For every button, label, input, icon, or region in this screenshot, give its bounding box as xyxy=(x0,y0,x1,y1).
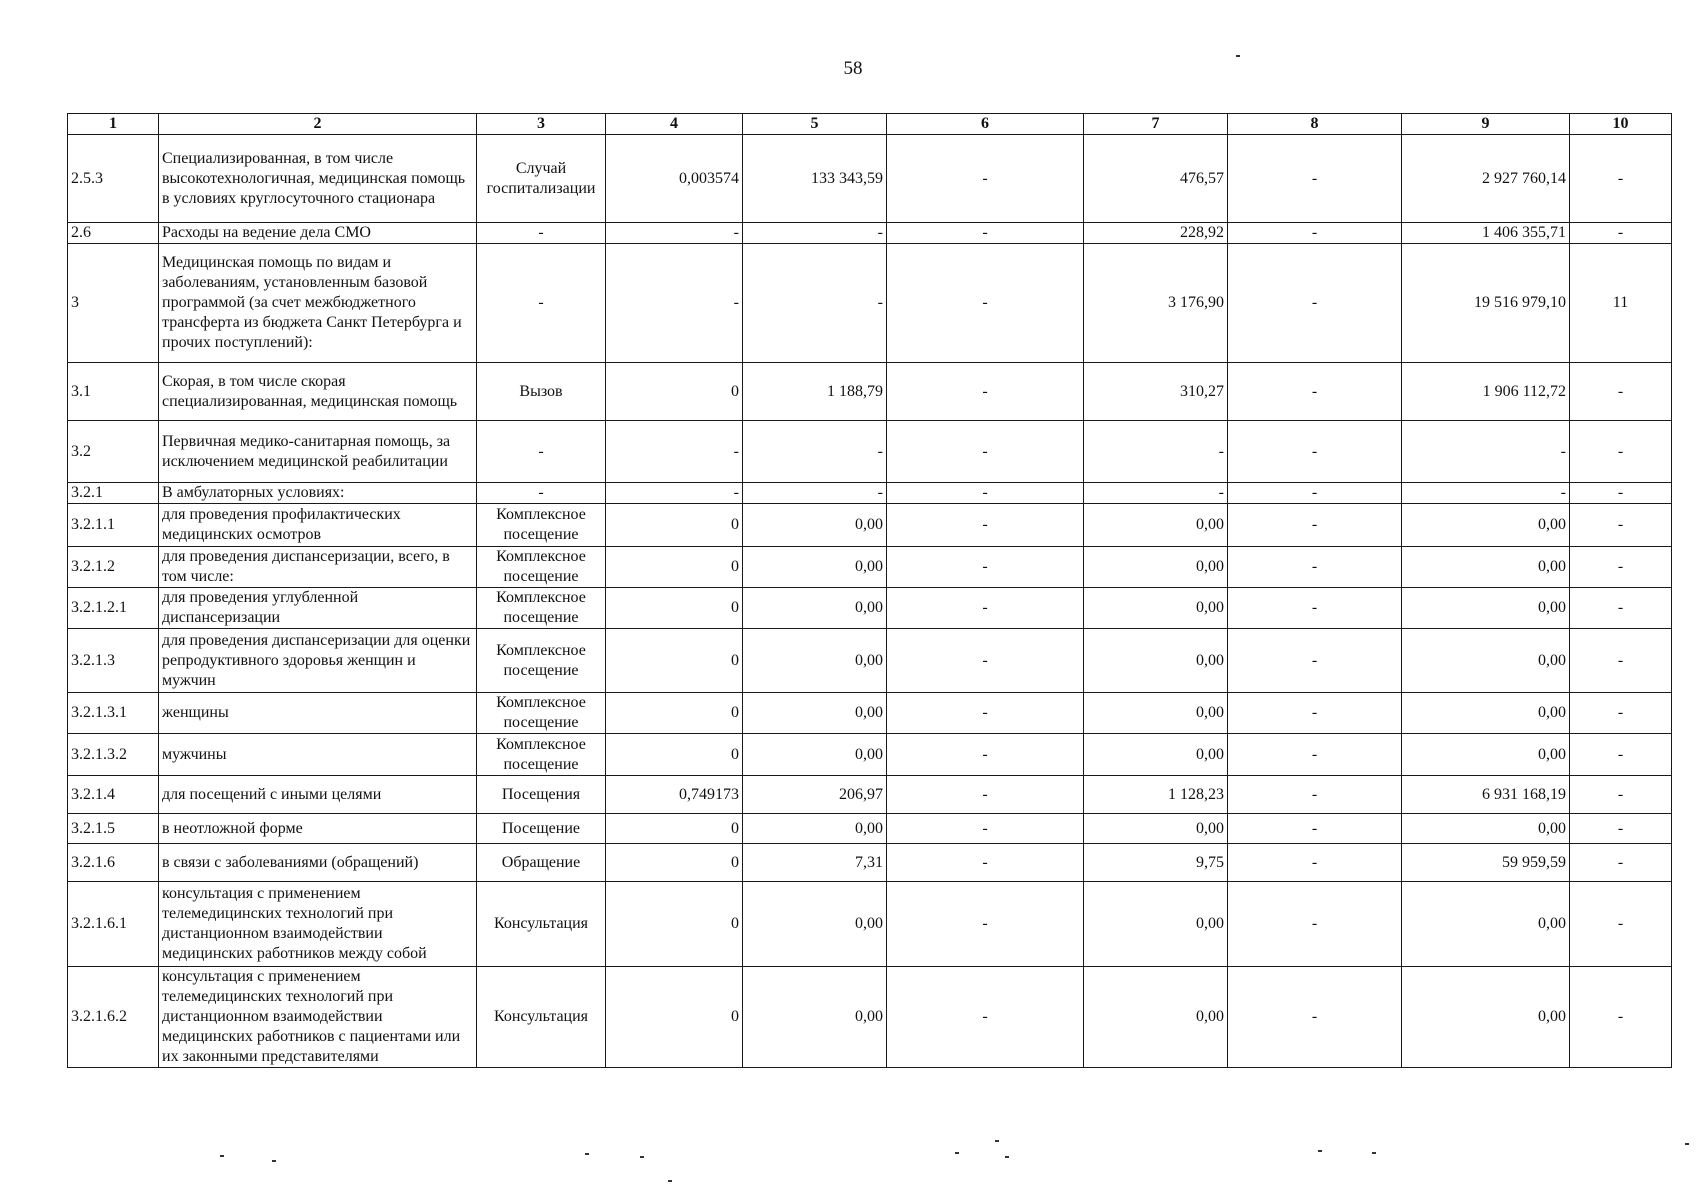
row-col6: - xyxy=(887,814,1084,844)
row-col7: 1 128,23 xyxy=(1084,776,1228,814)
row-col6: - xyxy=(887,363,1084,421)
row-col7: 0,00 xyxy=(1084,588,1228,629)
row-col10: - xyxy=(1570,693,1672,734)
row-unit: Комплексное посещение xyxy=(477,547,606,588)
row-col6: - xyxy=(887,776,1084,814)
scan-speck xyxy=(220,1155,224,1157)
row-col10: - xyxy=(1570,421,1672,483)
row-col8: - xyxy=(1228,363,1402,421)
row-col7: 310,27 xyxy=(1084,363,1228,421)
row-col8: - xyxy=(1228,693,1402,734)
row-col5: 0,00 xyxy=(743,693,887,734)
row-col8: - xyxy=(1228,504,1402,547)
table-row xyxy=(68,629,1672,693)
row-unit: Посещение xyxy=(477,814,606,844)
row-name: для проведения углубленной диспансеризации xyxy=(159,588,477,629)
row-col8: - xyxy=(1228,967,1402,1068)
row-col10: - xyxy=(1570,967,1672,1068)
row-name: для проведения диспансеризации, всего, в том числе: xyxy=(159,547,477,588)
row-col4: 0,749173 xyxy=(606,776,743,814)
row-col9: 0,00 xyxy=(1402,967,1570,1068)
row-col7: 0,00 xyxy=(1084,693,1228,734)
row-col9: 0,00 xyxy=(1402,588,1570,629)
column-header: 2 xyxy=(159,114,477,135)
row-col7: 0,00 xyxy=(1084,882,1228,967)
scan-speck xyxy=(668,1180,672,1182)
row-col9: 1 406 355,71 xyxy=(1402,223,1570,244)
row-col8: - xyxy=(1228,244,1402,363)
table-row xyxy=(68,814,1672,844)
table-row xyxy=(68,363,1672,421)
row-col4: 0 xyxy=(606,693,743,734)
row-unit: Комплексное посещение xyxy=(477,504,606,547)
row-col5: 0,00 xyxy=(743,629,887,693)
scan-speck xyxy=(640,1156,644,1158)
row-col5: - xyxy=(743,483,887,504)
row-col7: 0,00 xyxy=(1084,814,1228,844)
row-col6: - xyxy=(887,629,1084,693)
row-name: Скорая, в том числе скорая специализированная, медицинская помощь xyxy=(159,363,477,421)
row-name: для посещений с иными целями xyxy=(159,776,477,814)
row-col9: - xyxy=(1402,421,1570,483)
row-col8: - xyxy=(1228,814,1402,844)
row-col4: 0 xyxy=(606,504,743,547)
row-unit: Случай госпитализации xyxy=(477,135,606,223)
row-col6: - xyxy=(887,967,1084,1068)
row-col6: - xyxy=(887,504,1084,547)
row-code: 2.6 xyxy=(68,223,159,244)
row-col7: 228,92 xyxy=(1084,223,1228,244)
row-code: 3.2 xyxy=(68,421,159,483)
row-unit: - xyxy=(477,244,606,363)
row-col5: - xyxy=(743,244,887,363)
row-col8: - xyxy=(1228,483,1402,504)
row-col7: 0,00 xyxy=(1084,504,1228,547)
row-col4: 0 xyxy=(606,363,743,421)
row-name: Медицинская помощь по видам и заболеваниям, установленным базовой программой (за счет межбюджетного трансферта из бюджета Санкт Петербурга и прочих поступлений): xyxy=(159,244,477,363)
row-code: 3.2.1.4 xyxy=(68,776,159,814)
row-col5: 0,00 xyxy=(743,504,887,547)
table-body xyxy=(68,135,1672,1068)
row-col9: 0,00 xyxy=(1402,734,1570,776)
row-col6: - xyxy=(887,244,1084,363)
row-col8: - xyxy=(1228,421,1402,483)
row-col10: - xyxy=(1570,483,1672,504)
row-code: 3.2.1.3.2 xyxy=(68,734,159,776)
row-col7: - xyxy=(1084,483,1228,504)
row-col4: - xyxy=(606,223,743,244)
row-col10: - xyxy=(1570,363,1672,421)
row-name: мужчины xyxy=(159,734,477,776)
row-code: 3.2.1.6.1 xyxy=(68,882,159,967)
row-col5: - xyxy=(743,421,887,483)
table-row xyxy=(68,223,1672,244)
row-code: 3.2.1 xyxy=(68,483,159,504)
row-col10: - xyxy=(1570,776,1672,814)
row-col5: 0,00 xyxy=(743,734,887,776)
table-row xyxy=(68,967,1672,1068)
row-name: Расходы на ведение дела СМО xyxy=(159,223,477,244)
row-col7: 0,00 xyxy=(1084,734,1228,776)
table-row xyxy=(68,734,1672,776)
table-row xyxy=(68,776,1672,814)
row-col4: 0 xyxy=(606,734,743,776)
table-row xyxy=(68,421,1672,483)
column-header: 4 xyxy=(606,114,743,135)
column-header: 7 xyxy=(1084,114,1228,135)
row-code: 3 xyxy=(68,244,159,363)
row-col10: - xyxy=(1570,504,1672,547)
row-col4: 0 xyxy=(606,844,743,882)
scan-speck xyxy=(585,1153,589,1155)
row-unit: Консультация xyxy=(477,967,606,1068)
row-unit: Комплексное посещение xyxy=(477,588,606,629)
row-col5: 0,00 xyxy=(743,814,887,844)
row-col9: 0,00 xyxy=(1402,504,1570,547)
table-row xyxy=(68,135,1672,223)
row-col9: 0,00 xyxy=(1402,814,1570,844)
row-unit: Вызов xyxy=(477,363,606,421)
page-number: 58 xyxy=(843,58,863,79)
row-col10: - xyxy=(1570,629,1672,693)
row-col8: - xyxy=(1228,734,1402,776)
row-col9: 0,00 xyxy=(1402,882,1570,967)
row-col9: 0,00 xyxy=(1402,547,1570,588)
row-col7: 0,00 xyxy=(1084,629,1228,693)
row-col10: - xyxy=(1570,814,1672,844)
table-row xyxy=(68,483,1672,504)
row-col6: - xyxy=(887,882,1084,967)
row-col8: - xyxy=(1228,844,1402,882)
row-name: В амбулаторных условиях: xyxy=(159,483,477,504)
row-name: Первичная медико-санитарная помощь, за исключением медицинской реабилитации xyxy=(159,421,477,483)
row-col4: - xyxy=(606,483,743,504)
row-code: 3.2.1.1 xyxy=(68,504,159,547)
table-row xyxy=(68,882,1672,967)
row-col10: - xyxy=(1570,844,1672,882)
row-unit: - xyxy=(477,421,606,483)
scan-speck xyxy=(272,1160,276,1162)
row-code: 3.2.1.3.1 xyxy=(68,693,159,734)
row-unit: Комплексное посещение xyxy=(477,693,606,734)
row-col9: 0,00 xyxy=(1402,629,1570,693)
row-code: 3.2.1.2.1 xyxy=(68,588,159,629)
row-col4: 0 xyxy=(606,882,743,967)
row-col9: 6 931 168,19 xyxy=(1402,776,1570,814)
row-col4: 0 xyxy=(606,588,743,629)
row-col5: 133 343,59 xyxy=(743,135,887,223)
row-col8: - xyxy=(1228,135,1402,223)
row-code: 3.2.1.2 xyxy=(68,547,159,588)
row-col4: 0 xyxy=(606,967,743,1068)
row-col10: - xyxy=(1570,135,1672,223)
row-col8: - xyxy=(1228,547,1402,588)
row-col7: 476,57 xyxy=(1084,135,1228,223)
scan-speck xyxy=(1372,1152,1376,1154)
row-col4: 0 xyxy=(606,814,743,844)
row-col4: 0 xyxy=(606,629,743,693)
row-col9: 59 959,59 xyxy=(1402,844,1570,882)
row-name: женщины xyxy=(159,693,477,734)
row-col7: 0,00 xyxy=(1084,547,1228,588)
row-unit: - xyxy=(477,483,606,504)
row-col6: - xyxy=(887,223,1084,244)
table-row xyxy=(68,844,1672,882)
scan-speck xyxy=(1318,1150,1322,1152)
row-unit: Посещения xyxy=(477,776,606,814)
column-header: 8 xyxy=(1228,114,1402,135)
row-unit: Комплексное посещение xyxy=(477,734,606,776)
row-col9: 0,00 xyxy=(1402,693,1570,734)
row-col7: 0,00 xyxy=(1084,967,1228,1068)
scan-speck xyxy=(1005,1156,1009,1158)
row-col5: 7,31 xyxy=(743,844,887,882)
row-name: консультация с применением телемедицинских технологий при дистанционном взаимодействии медицинских работников с пациентами или их законными представителями xyxy=(159,967,477,1068)
row-col9: 19 516 979,10 xyxy=(1402,244,1570,363)
row-unit: - xyxy=(477,223,606,244)
row-code: 3.1 xyxy=(68,363,159,421)
row-col7: 3 176,90 xyxy=(1084,244,1228,363)
row-col5: 0,00 xyxy=(743,967,887,1068)
row-col8: - xyxy=(1228,776,1402,814)
row-col10: - xyxy=(1570,547,1672,588)
row-col5: 1 188,79 xyxy=(743,363,887,421)
row-code: 2.5.3 xyxy=(68,135,159,223)
row-col6: - xyxy=(887,588,1084,629)
row-col8: - xyxy=(1228,588,1402,629)
row-code: 3.2.1.5 xyxy=(68,814,159,844)
table-row xyxy=(68,588,1672,629)
column-header: 10 xyxy=(1570,114,1672,135)
column-header: 1 xyxy=(68,114,159,135)
row-unit: Обращение xyxy=(477,844,606,882)
row-name: консультация с применением телемедицинских технологий при дистанционном взаимодействии медицинских работников между собой xyxy=(159,882,477,967)
row-col10: - xyxy=(1570,734,1672,776)
row-col5: 0,00 xyxy=(743,547,887,588)
row-col10: - xyxy=(1570,588,1672,629)
row-name: в неотложной форме xyxy=(159,814,477,844)
column-header: 3 xyxy=(477,114,606,135)
row-col5: - xyxy=(743,223,887,244)
header-row xyxy=(68,114,1672,135)
row-col6: - xyxy=(887,135,1084,223)
column-header: 6 xyxy=(887,114,1084,135)
row-col5: 0,00 xyxy=(743,882,887,967)
row-col6: - xyxy=(887,547,1084,588)
row-col4: 0 xyxy=(606,547,743,588)
column-header: 5 xyxy=(743,114,887,135)
row-col7: - xyxy=(1084,421,1228,483)
row-col5: 206,97 xyxy=(743,776,887,814)
row-col9: - xyxy=(1402,483,1570,504)
row-unit: Комплексное посещение xyxy=(477,629,606,693)
row-col6: - xyxy=(887,693,1084,734)
row-col5: 0,00 xyxy=(743,588,887,629)
row-col8: - xyxy=(1228,223,1402,244)
table-row xyxy=(68,693,1672,734)
row-code: 3.2.1.6.2 xyxy=(68,967,159,1068)
row-code: 3.2.1.6 xyxy=(68,844,159,882)
scan-speck xyxy=(995,1140,999,1142)
row-col7: 9,75 xyxy=(1084,844,1228,882)
row-col4: 0,003574 xyxy=(606,135,743,223)
data-table xyxy=(67,113,1672,1068)
row-name: для проведения диспансеризации для оценки репродуктивного здоровья женщин и мужчин xyxy=(159,629,477,693)
row-code: 3.2.1.3 xyxy=(68,629,159,693)
row-name: Специализированная, в том числе высокотехнологичная, медицинская помощь в условиях круглосуточного стационара xyxy=(159,135,477,223)
row-name: для проведения профилактических медицинских осмотров xyxy=(159,504,477,547)
table-row xyxy=(68,244,1672,363)
scan-speck xyxy=(1685,1143,1689,1145)
scan-speck xyxy=(1236,55,1240,57)
row-col6: - xyxy=(887,483,1084,504)
row-col4: - xyxy=(606,244,743,363)
row-col6: - xyxy=(887,844,1084,882)
row-col8: - xyxy=(1228,629,1402,693)
row-col6: - xyxy=(887,421,1084,483)
row-col9: 2 927 760,14 xyxy=(1402,135,1570,223)
row-col10: 11 xyxy=(1570,244,1672,363)
row-name: в связи с заболеваниями (обращений) xyxy=(159,844,477,882)
row-col4: - xyxy=(606,421,743,483)
row-col6: - xyxy=(887,734,1084,776)
row-col9: 1 906 112,72 xyxy=(1402,363,1570,421)
row-col10: - xyxy=(1570,882,1672,967)
row-unit: Консультация xyxy=(477,882,606,967)
scan-speck xyxy=(955,1152,959,1154)
row-col8: - xyxy=(1228,882,1402,967)
column-header: 9 xyxy=(1402,114,1570,135)
table-row xyxy=(68,504,1672,547)
table-row xyxy=(68,547,1672,588)
row-col10: - xyxy=(1570,223,1672,244)
